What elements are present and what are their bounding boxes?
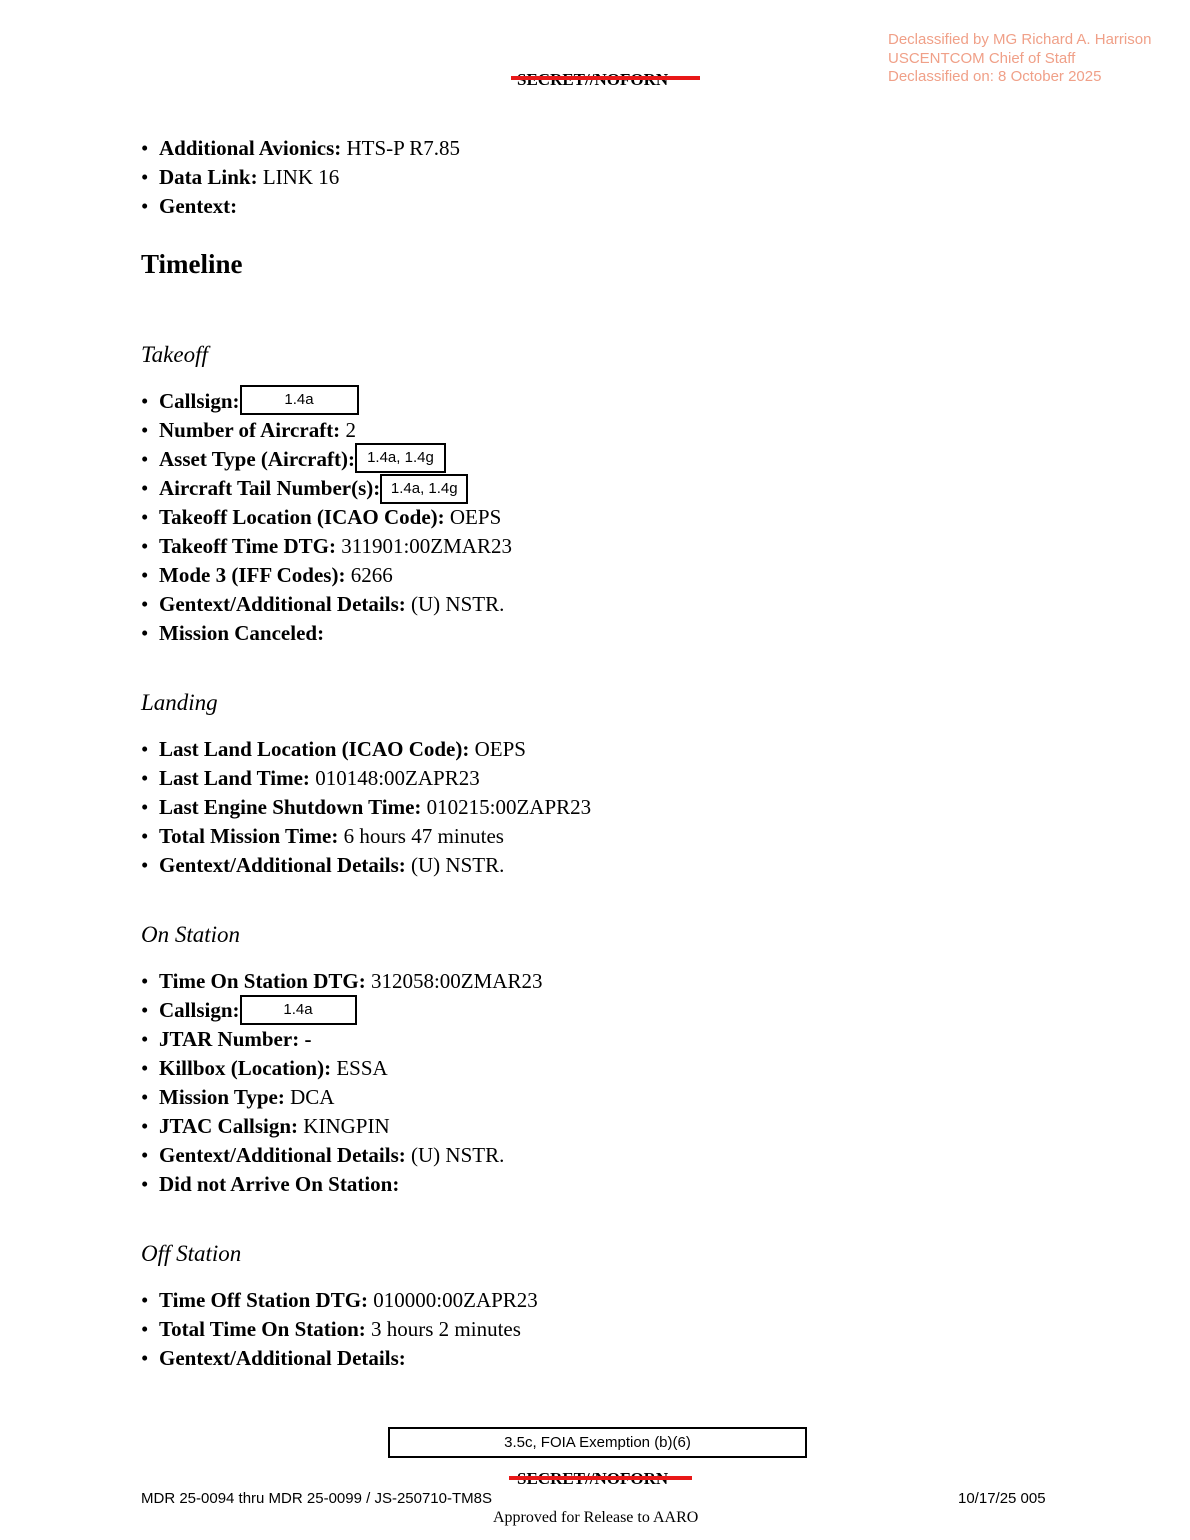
declass-line-3: Declassified on: 8 October 2025 [888, 68, 1102, 85]
list-item: • Gentext/Additional Details: (U) NSTR. [141, 592, 505, 616]
list-item: • JTAR Number: - [141, 1027, 312, 1051]
off-station-heading: Off Station [141, 1241, 242, 1266]
takeoff-heading: Takeoff [141, 342, 208, 367]
approved-for-release: Approved for Release to AARO [493, 1509, 699, 1526]
list-item: • Last Engine Shutdown Time: 010215:00ZAPR23 [141, 795, 592, 819]
list-item: • Killbox (Location): ESSA [141, 1056, 388, 1080]
declassification-stamp [888, 31, 1151, 87]
list-item: • Takeoff Time DTG: 311901:00ZMAR23 [141, 534, 512, 558]
list-item: • Data Link: LINK 16 [141, 165, 340, 189]
callsign-redaction-box: 1.4a [240, 385, 359, 415]
tail-number-redaction-box: 1.4a, 1.4g [380, 474, 468, 504]
list-item: • Last Land Time: 010148:00ZAPR23 [141, 766, 480, 790]
on-station-heading: On Station [141, 922, 241, 947]
classification-bottom-strikethrough [509, 1476, 692, 1480]
list-item: • Mode 3 (IFF Codes): 6266 [141, 563, 393, 587]
list-item: • Mission Type: DCA [141, 1085, 335, 1109]
asset-type-redaction-box: 1.4a, 1.4g [355, 443, 446, 473]
list-item: • JTAC Callsign: KINGPIN [141, 1114, 390, 1138]
list-item: • Gentext/Additional Details: (U) NSTR. [141, 853, 505, 877]
declass-line-1: Declassified by MG Richard A. Harrison [888, 31, 1152, 48]
footer-date-page: 10/17/25 005 [958, 1490, 1046, 1507]
on-station-callsign-redaction-box: 1.4a [240, 995, 357, 1025]
list-item: • Aircraft Tail Number(s): 1.4a, 1.4g [141, 476, 468, 504]
list-item: • Callsign: 1.4a [141, 389, 359, 415]
declass-line-2: USCENTCOM Chief of Staff [888, 49, 1076, 67]
list-item: • Callsign: 1.4a [141, 998, 357, 1025]
bottom-redaction-box: 3.5c, FOIA Exemption (b)(6) [388, 1427, 807, 1458]
list-item: • Number of Aircraft: 2 [141, 418, 356, 442]
classification-top [517, 70, 668, 90]
list-item: • Gentext: [141, 194, 238, 218]
list-item: • Gentext/Additional Details: (U) NSTR. [141, 1143, 505, 1167]
list-item: • Total Time On Station: 3 hours 2 minutes [141, 1317, 521, 1341]
list-item: • Asset Type (Aircraft): 1.4a, 1.4g [141, 447, 446, 473]
list-item: • Mission Canceled: [141, 621, 325, 645]
footer-document-id: MDR 25-0094 thru MDR 25-0099 / JS-250710-TM8S [141, 1490, 492, 1507]
list-item: • Time On Station DTG: 312058:00ZMAR23 [141, 969, 543, 993]
list-item: • Total Mission Time: 6 hours 47 minutes [141, 824, 504, 848]
list-item: • Gentext/Additional Details: [141, 1346, 406, 1370]
timeline-heading: Timeline [141, 249, 243, 279]
landing-heading: Landing [141, 690, 218, 715]
list-item: • Takeoff Location (ICAO Code): OEPS [141, 505, 502, 529]
classification-top-strikethrough [511, 76, 700, 80]
list-item: • Additional Avionics: HTS-P R7.85 [141, 136, 461, 160]
list-item: • Did not Arrive On Station: [141, 1172, 400, 1196]
list-item: • Last Land Location (ICAO Code): OEPS [141, 737, 526, 761]
list-item: • Time Off Station DTG: 010000:00ZAPR23 [141, 1288, 538, 1312]
